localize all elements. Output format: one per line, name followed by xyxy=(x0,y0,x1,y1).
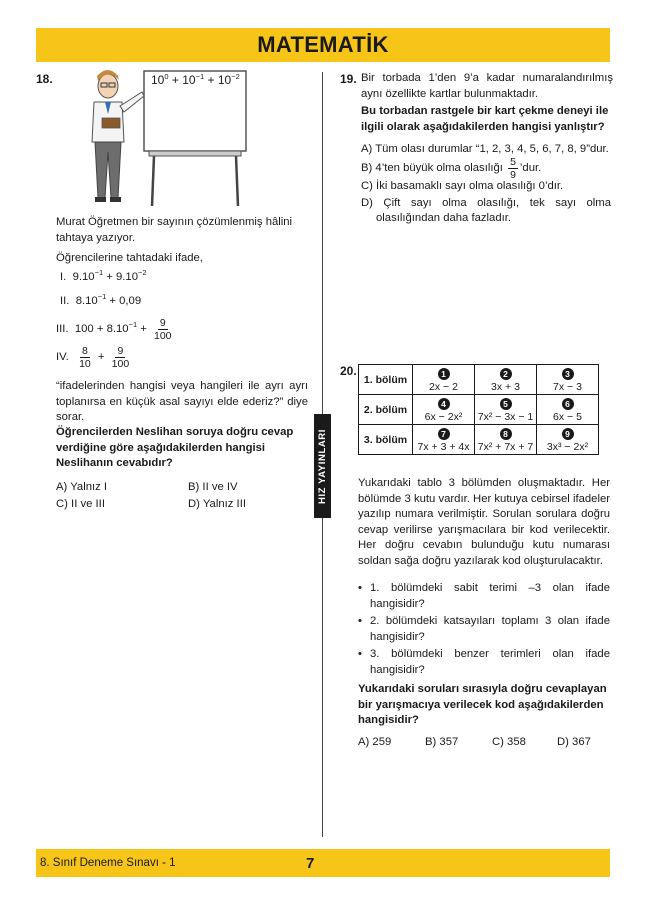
question-18-number: 18. xyxy=(36,72,53,86)
q18-item-4: IV. $\frac{8}{10}$ + $\frac{9}{100}$ xyxy=(56,344,130,370)
table-cell: 8 7x² + 7x + 7 xyxy=(475,425,537,455)
box-number-badge: 8 xyxy=(500,428,512,440)
q20-bullet-2: • 2. bölümdeki katsayıları toplamı 3 olan ifade hangisidir? xyxy=(358,615,610,643)
q20-bullet-1: • 1. bölümdeki sabit terimi –3 olan ifade hangisidir? xyxy=(358,582,610,610)
box-number-badge: 2 xyxy=(500,368,512,380)
q20-option-c[interactable]: C) 358 xyxy=(492,736,526,748)
q19-question: Bu torbadan rastgele bir kart çekme deneyi ile ilgili olarak aşağıdakilerden hangisi yanlıştır? xyxy=(361,105,609,133)
q18-quote: “ifadelerinden hangisi veya hangileri ile ayrı ayrı toplanırsa en küçük asal sayıyı elde ederiz?” diye sorar. xyxy=(56,380,308,423)
box-number-badge: 6 xyxy=(562,398,574,410)
q18-item-1: I. $9.10^{-1} + 9.10^{-2}$ xyxy=(60,268,147,283)
q19-option-c[interactable]: C) İki basamaklı sayı olma olasılığı 0’dır. xyxy=(361,180,564,192)
table-cell: 3 7x − 3 xyxy=(537,365,599,395)
q18-item-3: III. $100 + 8.10^{-1}$ + $\frac{9}{100}$ xyxy=(56,316,172,342)
table-row xyxy=(359,395,599,425)
q18-option-d[interactable]: D) Yalnız III xyxy=(188,498,246,510)
fraction: $\frac{8}{10}$ xyxy=(79,344,91,370)
q20-text: Yukarıdaki tablo 3 bölümden oluşmaktadır. Her bölümde 3 kutu vardır. Her kutuya cebirsel ifadeler yazılıp numara verilmiştir. Sorulan sorulara doğru cevap verilirse yarışmacılara bir kod verilecektir. Her doğru cevabın bulunduğu kutu numarası soldan sağa doğru yazılarak kod oluşturulacaktır. xyxy=(358,477,610,567)
q19-option-d[interactable]: D) Çift sayı olma olasılığı, tek sayı olma olasılığından daha fazladır. xyxy=(361,197,611,224)
table-cell: 5 7x² − 3x − 1 xyxy=(475,395,537,425)
q18-item-2: II. $8.10^{-1} + 0,09$ xyxy=(60,292,142,307)
q20-bullet-3: • 3. bölümdeki benzer terimleri olan ifade hangisidir? xyxy=(358,648,610,676)
q18-option-a[interactable]: A) Yalnız I xyxy=(56,481,108,493)
board-expression: $10^0 + 10^{-1} + 10^{-2}$ xyxy=(151,72,240,87)
question-20-number: 20. xyxy=(340,364,357,378)
q18-option-b[interactable]: B) II ve IV xyxy=(188,481,238,493)
table-cell: 6 6x − 5 xyxy=(537,395,599,425)
q20-question: Yukarıdaki soruları sırasıyla doğru cevaplayan bir yarışmacıya verilecek kod aşağıdakilerden hangisidir? xyxy=(358,683,607,726)
q18-prompt: Öğrencilerine tahtadaki ifade, xyxy=(56,252,203,264)
q19-option-a[interactable]: A) Tüm olası durumlar “1, 2, 3, 4, 5, 6, 7, 8, 9”dur. xyxy=(361,143,609,155)
box-number-badge: 1 xyxy=(438,368,450,380)
section-label: 3. bölüm xyxy=(359,425,413,455)
sections-table xyxy=(358,364,599,455)
table-cell: 4 6x − 2x² xyxy=(413,395,475,425)
exam-name: 8. Sınıf Deneme Sınavı - 1 xyxy=(40,857,176,869)
publisher-brand-tab xyxy=(314,414,331,518)
question-19-number: 19. xyxy=(340,72,357,86)
table-cell: 1 2x − 2 xyxy=(413,365,475,395)
box-number-badge: 4 xyxy=(438,398,450,410)
box-number-badge: 7 xyxy=(438,428,450,440)
box-number-badge: 5 xyxy=(500,398,512,410)
publisher-brand-text: HIZ YAYINLARI xyxy=(317,428,328,504)
table-cell: 9 3x³ − 2x² xyxy=(537,425,599,455)
subject-title: MATEMATİK xyxy=(257,32,389,57)
table-row xyxy=(359,425,599,455)
page-header xyxy=(36,28,610,62)
table-row xyxy=(359,365,599,395)
table-cell: 7 7x + 3 + 4x xyxy=(413,425,475,455)
q19-text: Bir torbada 1’den 9’a kadar numaralandırılmış aynı özellikte kartlar bulunmaktadır. xyxy=(361,72,613,100)
page-number: 7 xyxy=(306,854,315,872)
q19-option-b[interactable]: B) 4’ten büyük olma olasılığı $\frac{5}{9}$ ’dur. xyxy=(361,155,542,181)
q18-intro: Murat Öğretmen bir sayının çözümlenmiş hâlini tahtaya yazıyor. xyxy=(56,216,293,244)
q18-question: Öğrencilerden Neslihan soruya doğru cevap verdiğine göre aşağıdakilerden hangisi Neslihanın cevabıdır? xyxy=(56,426,294,469)
section-label: 2. bölüm xyxy=(359,395,413,425)
q20-option-d[interactable]: D) 367 xyxy=(557,736,591,748)
q18-option-c[interactable]: C) II ve III xyxy=(56,498,105,510)
table-cell: 2 3x + 3 xyxy=(475,365,537,395)
fraction: $\frac{5}{9}$ xyxy=(510,155,516,181)
q20-option-b[interactable]: B) 357 xyxy=(425,736,459,748)
q20-option-a[interactable]: A) 259 xyxy=(358,736,392,748)
page-footer xyxy=(36,849,610,877)
fraction: $\frac{9}{100}$ xyxy=(111,344,130,370)
section-label: 1. bölüm xyxy=(359,365,413,395)
box-number-badge: 3 xyxy=(562,368,574,380)
box-number-badge: 9 xyxy=(562,428,574,440)
fraction: $\frac{9}{100}$ xyxy=(154,316,172,342)
